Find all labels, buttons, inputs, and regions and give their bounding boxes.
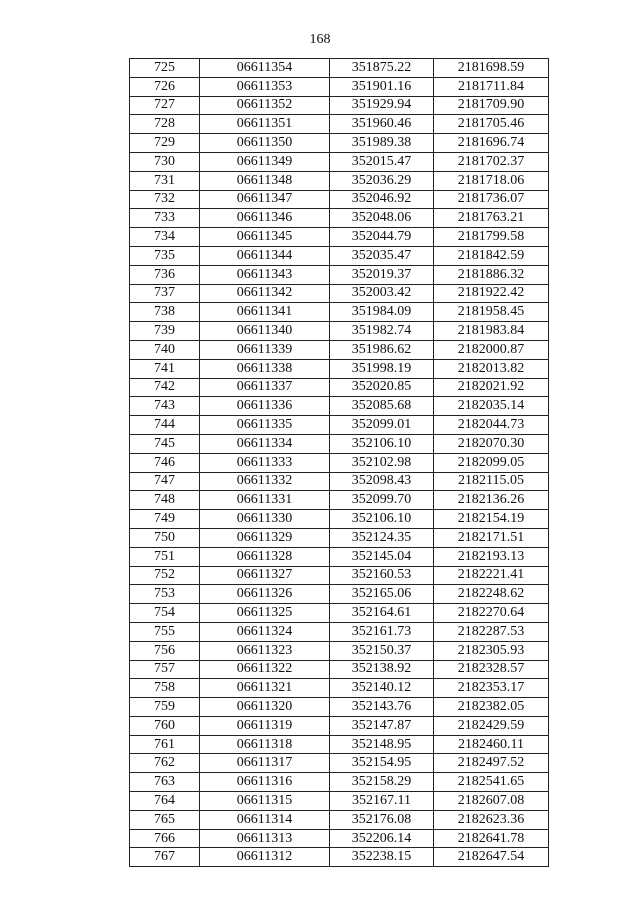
- x-coordinate-cell: 352154.95: [330, 754, 434, 773]
- point-number-cell: 747: [130, 472, 200, 491]
- point-id-cell: 06611324: [200, 622, 330, 641]
- x-coordinate-cell: 352106.10: [330, 510, 434, 529]
- point-id-cell: 06611316: [200, 773, 330, 792]
- x-coordinate-cell: 352099.01: [330, 416, 434, 435]
- x-coordinate-cell: 352085.68: [330, 397, 434, 416]
- table-row: [130, 735, 549, 754]
- y-coordinate-cell: 2181983.84: [434, 322, 549, 341]
- y-coordinate-cell: 2182000.87: [434, 340, 549, 359]
- point-id-cell: 06611353: [200, 77, 330, 96]
- point-number-cell: 762: [130, 754, 200, 773]
- table-row: [130, 528, 549, 547]
- y-coordinate-cell: 2182171.51: [434, 528, 549, 547]
- point-id-cell: 06611337: [200, 378, 330, 397]
- point-id-cell: 06611317: [200, 754, 330, 773]
- y-coordinate-cell: 2181696.74: [434, 134, 549, 153]
- y-coordinate-cell: 2182382.05: [434, 698, 549, 717]
- point-number-cell: 730: [130, 152, 200, 171]
- table-row: [130, 434, 549, 453]
- table-row: [130, 510, 549, 529]
- x-coordinate-cell: 351986.62: [330, 340, 434, 359]
- table-row: [130, 209, 549, 228]
- table-row: [130, 340, 549, 359]
- x-coordinate-cell: 351960.46: [330, 115, 434, 134]
- y-coordinate-cell: 2182541.65: [434, 773, 549, 792]
- point-id-cell: 06611321: [200, 679, 330, 698]
- point-id-cell: 06611326: [200, 585, 330, 604]
- table-row: [130, 810, 549, 829]
- x-coordinate-cell: 352044.79: [330, 228, 434, 247]
- x-coordinate-cell: 352143.76: [330, 698, 434, 717]
- point-id-cell: 06611335: [200, 416, 330, 435]
- point-id-cell: 06611350: [200, 134, 330, 153]
- table-row: [130, 284, 549, 303]
- point-id-cell: 06611345: [200, 228, 330, 247]
- table-row: [130, 472, 549, 491]
- x-coordinate-cell: 352124.35: [330, 528, 434, 547]
- point-id-cell: 06611329: [200, 528, 330, 547]
- x-coordinate-cell: 351989.38: [330, 134, 434, 153]
- point-number-cell: 764: [130, 792, 200, 811]
- point-id-cell: 06611320: [200, 698, 330, 717]
- x-coordinate-cell: 352176.08: [330, 810, 434, 829]
- y-coordinate-cell: 2181922.42: [434, 284, 549, 303]
- point-id-cell: 06611352: [200, 96, 330, 115]
- x-coordinate-cell: 352147.87: [330, 716, 434, 735]
- table-row: [130, 322, 549, 341]
- y-coordinate-cell: 2182460.11: [434, 735, 549, 754]
- point-number-cell: 745: [130, 434, 200, 453]
- point-number-cell: 725: [130, 59, 200, 78]
- table-row: [130, 246, 549, 265]
- table-row: [130, 491, 549, 510]
- point-number-cell: 748: [130, 491, 200, 510]
- page-number: 168: [309, 32, 331, 47]
- y-coordinate-cell: 2182305.93: [434, 641, 549, 660]
- table-row: [130, 378, 549, 397]
- point-id-cell: 06611342: [200, 284, 330, 303]
- x-coordinate-cell: 352140.12: [330, 679, 434, 698]
- point-id-cell: 06611346: [200, 209, 330, 228]
- point-number-cell: 763: [130, 773, 200, 792]
- point-id-cell: 06611313: [200, 829, 330, 848]
- x-coordinate-cell: 352003.42: [330, 284, 434, 303]
- table-row: [130, 265, 549, 284]
- y-coordinate-cell: 2181709.90: [434, 96, 549, 115]
- y-coordinate-cell: 2181718.06: [434, 171, 549, 190]
- x-coordinate-cell: 352102.98: [330, 453, 434, 472]
- point-number-cell: 731: [130, 171, 200, 190]
- point-number-cell: 756: [130, 641, 200, 660]
- point-id-cell: 06611314: [200, 810, 330, 829]
- point-id-cell: 06611312: [200, 848, 330, 867]
- point-id-cell: 06611354: [200, 59, 330, 78]
- x-coordinate-cell: 351901.16: [330, 77, 434, 96]
- y-coordinate-cell: 2182248.62: [434, 585, 549, 604]
- point-id-cell: 06611351: [200, 115, 330, 134]
- point-id-cell: 06611318: [200, 735, 330, 754]
- point-id-cell: 06611334: [200, 434, 330, 453]
- x-coordinate-cell: 352165.06: [330, 585, 434, 604]
- x-coordinate-cell: 352098.43: [330, 472, 434, 491]
- point-id-cell: 06611323: [200, 641, 330, 660]
- point-id-cell: 06611338: [200, 359, 330, 378]
- y-coordinate-cell: 2181736.07: [434, 190, 549, 209]
- table-row: [130, 359, 549, 378]
- point-number-cell: 739: [130, 322, 200, 341]
- point-number-cell: 751: [130, 547, 200, 566]
- table-row: [130, 152, 549, 171]
- point-id-cell: 06611315: [200, 792, 330, 811]
- point-id-cell: 06611349: [200, 152, 330, 171]
- point-id-cell: 06611331: [200, 491, 330, 510]
- point-number-cell: 728: [130, 115, 200, 134]
- x-coordinate-cell: 352099.70: [330, 491, 434, 510]
- y-coordinate-cell: 2182607.08: [434, 792, 549, 811]
- y-coordinate-cell: 2182429.59: [434, 716, 549, 735]
- x-coordinate-cell: 352035.47: [330, 246, 434, 265]
- x-coordinate-cell: 352138.92: [330, 660, 434, 679]
- coordinate-table-body: [130, 59, 549, 867]
- table-row: [130, 585, 549, 604]
- y-coordinate-cell: 2182013.82: [434, 359, 549, 378]
- y-coordinate-cell: 2182035.14: [434, 397, 549, 416]
- table-row: [130, 77, 549, 96]
- point-number-cell: 729: [130, 134, 200, 153]
- point-number-cell: 732: [130, 190, 200, 209]
- table-row: [130, 566, 549, 585]
- y-coordinate-cell: 2182353.17: [434, 679, 549, 698]
- point-id-cell: 06611348: [200, 171, 330, 190]
- point-id-cell: 06611339: [200, 340, 330, 359]
- point-number-cell: 757: [130, 660, 200, 679]
- table-row: [130, 453, 549, 472]
- table-row: [130, 660, 549, 679]
- y-coordinate-cell: 2182070.30: [434, 434, 549, 453]
- point-id-cell: 06611347: [200, 190, 330, 209]
- y-coordinate-cell: 2182193.13: [434, 547, 549, 566]
- point-number-cell: 744: [130, 416, 200, 435]
- table-row: [130, 96, 549, 115]
- point-number-cell: 761: [130, 735, 200, 754]
- point-id-cell: 06611336: [200, 397, 330, 416]
- table-row: [130, 679, 549, 698]
- x-coordinate-cell: 351984.09: [330, 303, 434, 322]
- point-number-cell: 741: [130, 359, 200, 378]
- point-number-cell: 734: [130, 228, 200, 247]
- point-number-cell: 750: [130, 528, 200, 547]
- point-id-cell: 06611327: [200, 566, 330, 585]
- x-coordinate-cell: 352150.37: [330, 641, 434, 660]
- y-coordinate-cell: 2182044.73: [434, 416, 549, 435]
- x-coordinate-cell: 352145.04: [330, 547, 434, 566]
- y-coordinate-cell: 2181698.59: [434, 59, 549, 78]
- point-number-cell: 738: [130, 303, 200, 322]
- point-id-cell: 06611343: [200, 265, 330, 284]
- point-number-cell: 754: [130, 604, 200, 623]
- point-id-cell: 06611332: [200, 472, 330, 491]
- table-row: [130, 59, 549, 78]
- x-coordinate-cell: 352015.47: [330, 152, 434, 171]
- point-number-cell: 753: [130, 585, 200, 604]
- x-coordinate-cell: 352161.73: [330, 622, 434, 641]
- point-id-cell: 06611344: [200, 246, 330, 265]
- y-coordinate-cell: 2182270.64: [434, 604, 549, 623]
- table-row: [130, 792, 549, 811]
- table-row: [130, 303, 549, 322]
- x-coordinate-cell: 351875.22: [330, 59, 434, 78]
- y-coordinate-cell: 2181705.46: [434, 115, 549, 134]
- y-coordinate-cell: 2181842.59: [434, 246, 549, 265]
- y-coordinate-cell: 2182221.41: [434, 566, 549, 585]
- y-coordinate-cell: 2182641.78: [434, 829, 549, 848]
- x-coordinate-cell: 352019.37: [330, 265, 434, 284]
- x-coordinate-cell: 351929.94: [330, 96, 434, 115]
- table-row: [130, 547, 549, 566]
- point-number-cell: 740: [130, 340, 200, 359]
- table-row: [130, 641, 549, 660]
- point-id-cell: 06611319: [200, 716, 330, 735]
- y-coordinate-cell: 2182287.53: [434, 622, 549, 641]
- x-coordinate-cell: 352206.14: [330, 829, 434, 848]
- x-coordinate-cell: 352158.29: [330, 773, 434, 792]
- x-coordinate-cell: 352238.15: [330, 848, 434, 867]
- table-row: [130, 190, 549, 209]
- point-number-cell: 765: [130, 810, 200, 829]
- y-coordinate-cell: 2181763.21: [434, 209, 549, 228]
- x-coordinate-cell: 352020.85: [330, 378, 434, 397]
- point-number-cell: 726: [130, 77, 200, 96]
- x-coordinate-cell: 352046.92: [330, 190, 434, 209]
- point-number-cell: 727: [130, 96, 200, 115]
- point-number-cell: 733: [130, 209, 200, 228]
- point-number-cell: 767: [130, 848, 200, 867]
- point-number-cell: 736: [130, 265, 200, 284]
- y-coordinate-cell: 2182328.57: [434, 660, 549, 679]
- point-id-cell: 06611333: [200, 453, 330, 472]
- y-coordinate-cell: 2182115.05: [434, 472, 549, 491]
- x-coordinate-cell: 352048.06: [330, 209, 434, 228]
- point-number-cell: 760: [130, 716, 200, 735]
- point-number-cell: 759: [130, 698, 200, 717]
- x-coordinate-cell: 351998.19: [330, 359, 434, 378]
- table-row: [130, 848, 549, 867]
- y-coordinate-cell: 2181886.32: [434, 265, 549, 284]
- point-id-cell: 06611328: [200, 547, 330, 566]
- point-number-cell: 749: [130, 510, 200, 529]
- table-row: [130, 773, 549, 792]
- x-coordinate-cell: 351982.74: [330, 322, 434, 341]
- point-id-cell: 06611341: [200, 303, 330, 322]
- point-number-cell: 766: [130, 829, 200, 848]
- point-number-cell: 758: [130, 679, 200, 698]
- y-coordinate-cell: 2182647.54: [434, 848, 549, 867]
- y-coordinate-cell: 2182021.92: [434, 378, 549, 397]
- table-row: [130, 754, 549, 773]
- table-row: [130, 171, 549, 190]
- table-row: [130, 397, 549, 416]
- point-id-cell: 06611330: [200, 510, 330, 529]
- point-id-cell: 06611340: [200, 322, 330, 341]
- y-coordinate-cell: 2182623.36: [434, 810, 549, 829]
- x-coordinate-cell: 352167.11: [330, 792, 434, 811]
- point-number-cell: 743: [130, 397, 200, 416]
- table-row: [130, 698, 549, 717]
- y-coordinate-cell: 2182136.26: [434, 491, 549, 510]
- table-row: [130, 416, 549, 435]
- point-number-cell: 737: [130, 284, 200, 303]
- table-row: [130, 716, 549, 735]
- table-row: [130, 622, 549, 641]
- x-coordinate-cell: 352164.61: [330, 604, 434, 623]
- y-coordinate-cell: 2182154.19: [434, 510, 549, 529]
- point-number-cell: 742: [130, 378, 200, 397]
- x-coordinate-cell: 352160.53: [330, 566, 434, 585]
- point-number-cell: 755: [130, 622, 200, 641]
- y-coordinate-cell: 2181702.37: [434, 152, 549, 171]
- table-row: [130, 604, 549, 623]
- point-number-cell: 752: [130, 566, 200, 585]
- y-coordinate-cell: 2181958.45: [434, 303, 549, 322]
- y-coordinate-cell: 2181799.58: [434, 228, 549, 247]
- x-coordinate-cell: 352148.95: [330, 735, 434, 754]
- coordinate-table: [129, 58, 549, 867]
- point-number-cell: 746: [130, 453, 200, 472]
- x-coordinate-cell: 352106.10: [330, 434, 434, 453]
- table-row: [130, 228, 549, 247]
- y-coordinate-cell: 2182099.05: [434, 453, 549, 472]
- y-coordinate-cell: 2181711.84: [434, 77, 549, 96]
- table-row: [130, 134, 549, 153]
- point-id-cell: 06611325: [200, 604, 330, 623]
- table-row: [130, 115, 549, 134]
- y-coordinate-cell: 2182497.52: [434, 754, 549, 773]
- point-id-cell: 06611322: [200, 660, 330, 679]
- table-row: [130, 829, 549, 848]
- point-number-cell: 735: [130, 246, 200, 265]
- x-coordinate-cell: 352036.29: [330, 171, 434, 190]
